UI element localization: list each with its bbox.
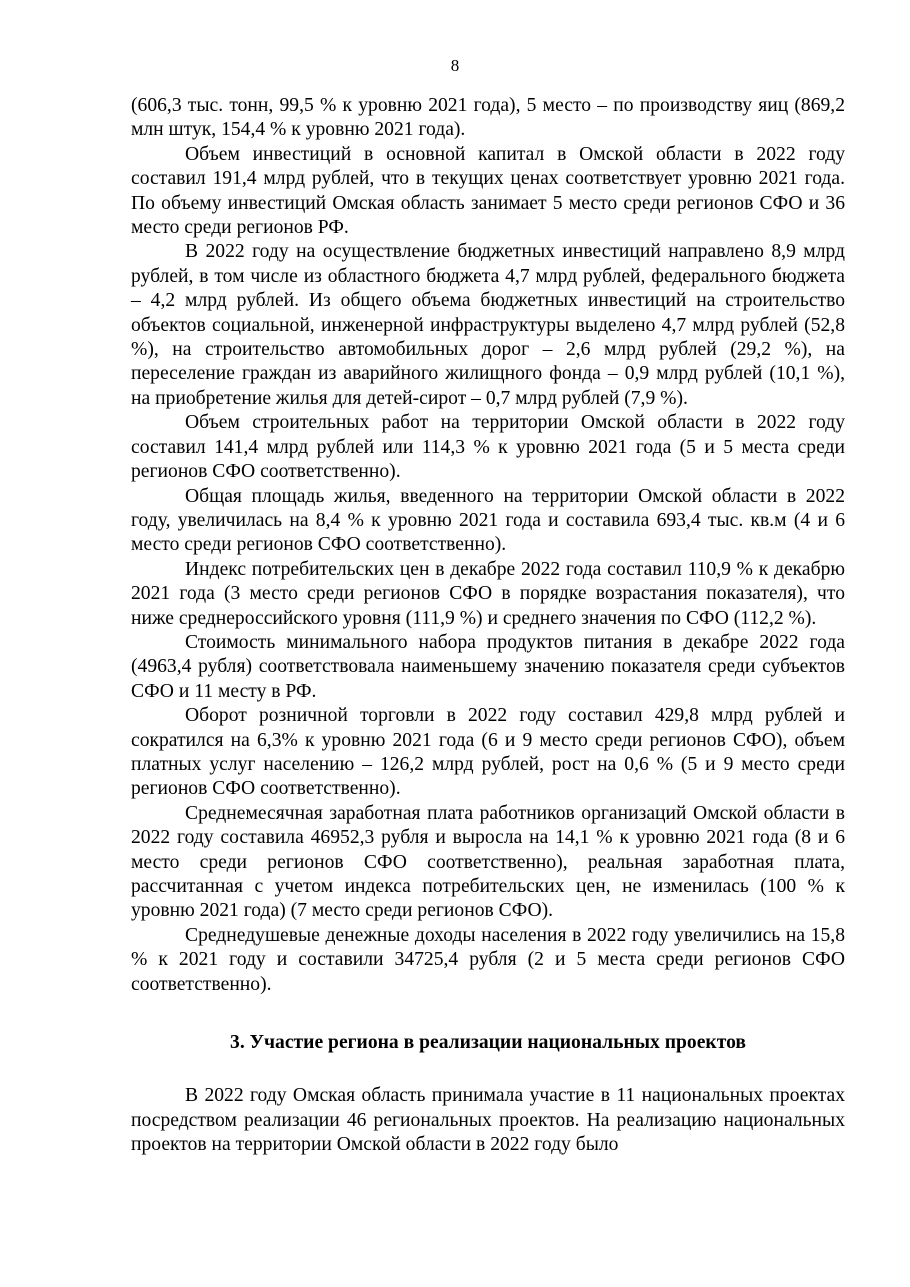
paragraph-livestock-production: (606,3 тыс. тонн, 99,5 % к уровню 2021 года), 5 место – по производству яиц (869,2 млн штук, 154,4 % к уровню 2021 года). [131, 95, 845, 141]
page-number: 8 [450, 56, 460, 75]
paragraph-budget-investment: В 2022 году на осуществление бюджетных инвестиций направлено 8,9 млрд рублей, в том числе из областного бюджета 4,7 млрд рублей, федерального бюджета – 4,2 млрд рублей. Из общего объема бюджетных инвестиций на строительство объектов социальной, инженерной инфраструктуры выделено 4,7 млрд рублей (52,8 %), на строительство автомобильных дорог – 2,6 млрд рублей (29,2 %), на переселение граждан из аварийного жилищного фонда – 0,9 млрд рублей (10,1 %), на приобретение жилья для детей-сирот – 0,7 млрд рублей (7,9 %). [131, 241, 845, 409]
paragraph-construction-works: Объем строительных работ на территории Омской области в 2022 году составил 141,4 млрд рублей или 114,3 % к уровню 2021 года (5 и 5 места среди регионов СФО соответственно). [131, 412, 845, 483]
paragraph-average-salary: Среднемесячная заработная плата работников организаций Омской области в 2022 году составила 46952,3 рубля и выросла на 14,1 % к уровню 2021 года (8 и 6 место среди регионов СФО соответственно), реальная заработная плата, рассчитанная с учетом индекса потребительских цен, не изменилась (100 % к уровню 2021 года) (7 место среди регионов СФО). [131, 802, 845, 922]
paragraph-housing-area: Общая площадь жилья, введенного на территории Омской области в 2022 году, увеличилась на 8,4 % к уровню 2021 года и составила 693,4 тыс. кв.м (4 и 6 место среди регионов СФО соответственно). [131, 485, 845, 556]
document-body [131, 94, 845, 1158]
paragraph-retail-turnover: Оборот розничной торговли в 2022 году составил 429,8 млрд рублей и сократился на 6,3% к уровню 2021 года (6 и 9 место среди регионов СФО), объем платных услуг населению – 126,2 млрд рублей, рост на 0,6 % (5 и 9 место среди регионов СФО соответственно). [131, 705, 845, 800]
paragraph-consumer-price-index: Индекс потребительских цен в декабре 2022 года составил 110,9 % к декабрю 2021 года (3 место среди регионов СФО в порядке возрастания показателя), что ниже среднероссийского уровня (111,9 %) и среднего значения по СФО (112,2 %). [131, 558, 845, 629]
paragraph-food-basket-cost: Стоимость минимального набора продуктов питания в декабре 2022 года (4963,4 рубля) соответствовала наименьшему значению показателя среди субъектов СФО и 11 месту в РФ. [131, 631, 845, 702]
section-heading: 3. Участие региона в реализации национальных проектов [230, 1032, 746, 1054]
paragraph-fixed-capital-investment: Объем инвестиций в основной капитал в Омской области в 2022 году составил 191,4 млрд рублей, что в текущих ценах соответствует уровню 2021 года. По объему инвестиций Омская область занимает 5 место среди регионов СФО и 36 место среди регионов РФ. [131, 143, 845, 239]
paragraph-national-projects: В 2022 году Омская область принимала участие в 11 национальных проектах посредством реализации 46 региональных проектов. На реализацию национальных проектов на территории Омской области в 2022 году было [131, 1085, 845, 1156]
paragraph-per-capita-income: Среднедушевые денежные доходы населения в 2022 году увеличились на 15,8 % к 2021 году и составили 34725,4 рубля (2 и 5 места среди регионов СФО соответственно). [131, 924, 845, 995]
